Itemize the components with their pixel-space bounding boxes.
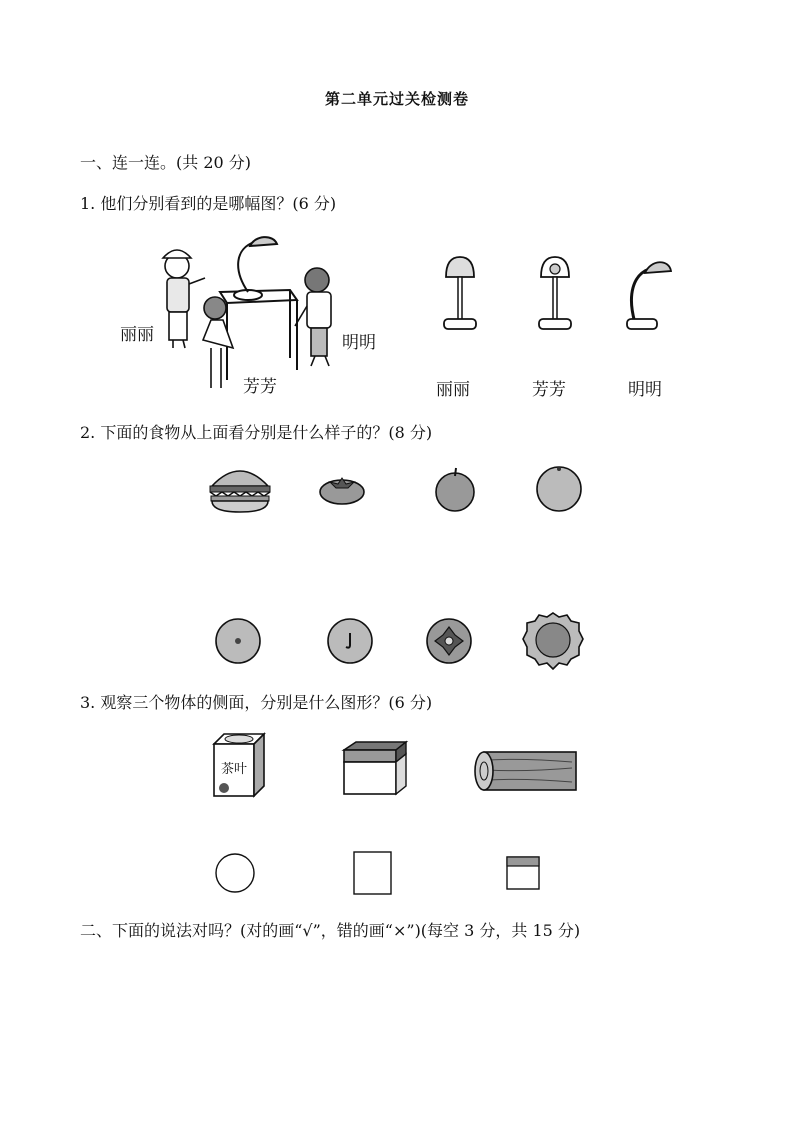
fangfang-figure-icon: [203, 297, 233, 388]
scene-label-lili: 丽丽: [120, 325, 154, 345]
section-1-heading: 一、连一连。(共 20 分): [80, 153, 252, 172]
question-3: 3. 观察三个物体的侧面，分别是什么图形？(6 分): [80, 693, 433, 712]
square-with-band-shape-icon: [505, 855, 541, 891]
hamburger-icon: [208, 462, 272, 514]
scene-label-mingming: 明明: [342, 333, 376, 353]
question-2: 2. 下面的食物从上面看分别是什么样子的？(8 分): [80, 423, 433, 442]
apple-top-view-icon: [326, 617, 374, 665]
view-name-3: 明明: [628, 380, 662, 400]
persimmon-side-icon: [318, 470, 366, 506]
lamp-front-view-icon: [440, 255, 480, 335]
lamp-back-view-icon: [535, 255, 575, 335]
scene-label-fangfang: 芳芳: [243, 377, 277, 397]
view-name-2: 芳芳: [532, 380, 566, 400]
log-icon: [474, 748, 580, 794]
box-with-lid-icon: [340, 740, 408, 796]
persimmon-top-view-icon: [425, 617, 473, 665]
page-title: 第二单元过关检测卷: [324, 90, 469, 108]
view-name-1: 丽丽: [436, 380, 470, 400]
section-2-heading: 二、下面的说法对吗？(对的画“√”，错的画“×”)(每空 3 分，共 15 分): [80, 921, 581, 940]
lili-figure-icon: [163, 250, 205, 348]
hamburger-top-view-icon: [523, 611, 583, 669]
apple-side-icon: [432, 466, 478, 512]
table-icon: [220, 290, 297, 380]
mingming-figure-icon: [295, 268, 331, 366]
lamp-side-view-icon: [625, 255, 675, 335]
orange-top-view-icon: [214, 617, 262, 665]
tea-box-label: 茶叶: [221, 762, 248, 777]
circle-shape-icon: [214, 852, 256, 894]
orange-side-icon: [534, 464, 584, 512]
question-1: 1. 他们分别看到的是哪幅图？(6 分): [80, 194, 337, 213]
rectangle-shape-icon: [352, 850, 394, 896]
